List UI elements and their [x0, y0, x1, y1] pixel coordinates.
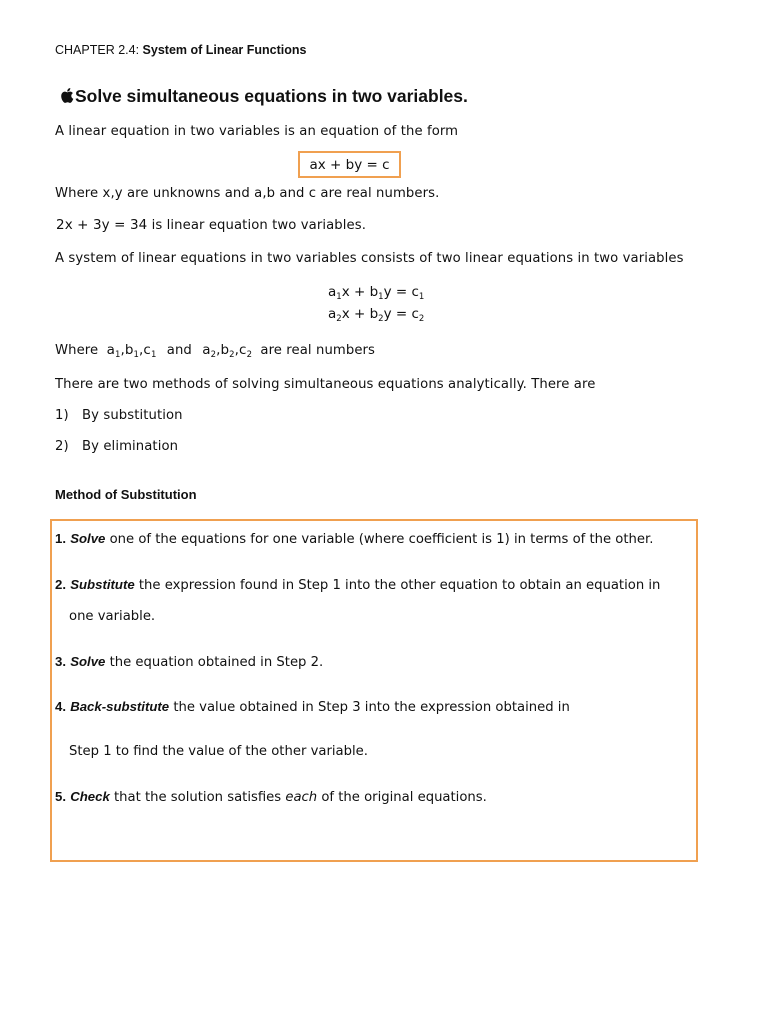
where-label: Where: [55, 343, 99, 358]
section-heading-text: Solve simultaneous equations in two variables.: [75, 86, 468, 106]
substitution-heading: Method of Substitution: [55, 487, 197, 502]
apple-icon: [60, 88, 74, 103]
general-form-formula: ax + by = c: [309, 156, 390, 173]
chapter-header: [55, 43, 306, 57]
step-3: 3. Solve the equation obtained in Step 2.: [55, 654, 324, 670]
example-line: [56, 217, 366, 233]
unknowns-note: Where x,y are unknowns and a,b and c are real numbers.: [55, 186, 440, 201]
substitution-steps-box: [50, 519, 698, 862]
coef-set-1: $a_1,b_1,c_1$: [106, 342, 157, 360]
step-5: 5. Check that the solution satisfies each of the original equations.: [55, 789, 487, 805]
system-equation-2: $a_2x + b_2y = c_2$: [328, 306, 425, 324]
and-label: and: [166, 343, 192, 358]
system-definition: A system of linear equations in two variables consists of two linear equations in two variables: [55, 251, 684, 266]
method-item-elimination: 2) By elimination: [55, 439, 179, 454]
step-1: 1. Solve one of the equations for one variable (where coefficient is 1) in terms of the other.: [55, 531, 654, 547]
real-numbers-label: are real numbers: [260, 343, 376, 358]
methods-intro: There are two methods of solving simultaneous equations analytically. There are: [55, 377, 596, 392]
step-4-continuation: Step 1 to find the value of the other variable.: [69, 744, 368, 759]
intro-text: A linear equation in two variables is an equation of the form: [55, 124, 459, 139]
system-equation-1: $a_1x + b_1y = c_1$: [328, 284, 425, 302]
chapter-title: System of Linear Functions: [142, 43, 307, 57]
general-form-box: [298, 151, 401, 178]
method-item-substitution: 1) By substitution: [55, 408, 183, 423]
step-2-continuation: one variable.: [69, 609, 156, 624]
step-4: 4. Back-substitute the value obtained in Step 3 into the expression obtained in: [55, 699, 570, 715]
example-equation: 2x + 3y = 34: [56, 217, 148, 233]
example-note: is linear equation two variables.: [151, 218, 367, 233]
chapter-prefix: CHAPTER 2.4:: [55, 43, 140, 57]
coefficients-line: [55, 342, 375, 360]
step-2: 2. Substitute the expression found in Step 1 into the other equation to obtain an equation in: [55, 577, 661, 593]
section-heading: [60, 86, 468, 107]
coef-set-2: $a_2,b_2,c_2$: [202, 342, 253, 360]
